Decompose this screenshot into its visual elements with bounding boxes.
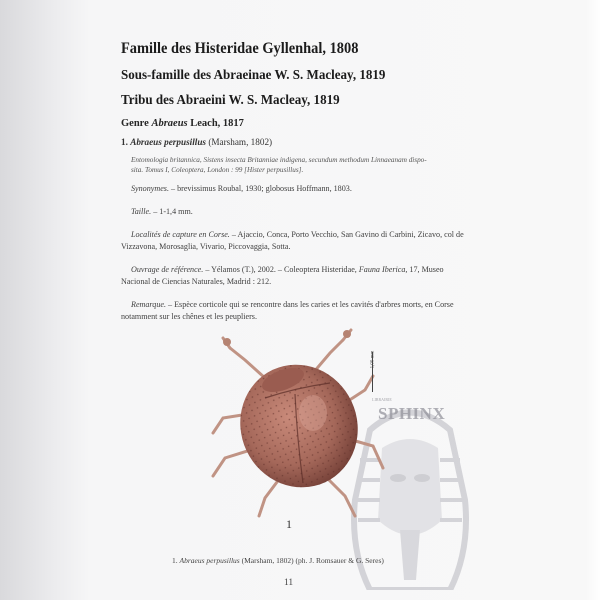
synonyms-text: – brevissimus Roubal, 1930; globosus Hoffmann, 1803. bbox=[168, 184, 352, 193]
reference-line-1: Entomologia britannica, Sistens insecta Britanniae indigena, secundum methodum Linnaeanam dispo- bbox=[131, 156, 427, 164]
caption-prefix: 1. bbox=[172, 556, 180, 565]
species-author: (Marsham, 1802) bbox=[206, 137, 273, 147]
localities-label: Localités de capture en Corse. bbox=[131, 230, 230, 239]
reference-line-2: sita. Tomus I, Coleoptera, London : 99 [Hister perpusillus]. bbox=[131, 166, 304, 174]
remark-text: – Espèce corticole qui se rencontre dans les caries et les cavités d'arbres morts, en Corse notamment sur les chênes et les peupliers. bbox=[121, 300, 454, 321]
genus-heading bbox=[121, 118, 244, 129]
species-number: 1. bbox=[121, 137, 131, 147]
scale-bar-label: 1,00 mm bbox=[370, 350, 376, 369]
page-number: 11 bbox=[284, 578, 294, 588]
reference-work-text-1: – Yélamos (T.), 2002. – Coleoptera Histeridae, bbox=[203, 265, 359, 274]
caption-rest: (Marsham, 1802) (ph. J. Romsauer & G. Seres) bbox=[239, 556, 384, 565]
species-name: Abraeus perpusillus bbox=[130, 137, 207, 147]
reference-work-paragraph bbox=[121, 264, 466, 287]
watermark-brand: SPHINX bbox=[378, 404, 446, 423]
size-text: – 1-1,4 mm. bbox=[151, 207, 193, 216]
size-paragraph bbox=[131, 206, 193, 218]
genus-prefix: Genre bbox=[121, 118, 152, 129]
remark-label: Remarque. bbox=[131, 300, 166, 309]
subfamily-heading: Sous-famille des Abraeinae W. S. Macleay, 1819 bbox=[121, 68, 386, 83]
figure-caption bbox=[172, 556, 384, 565]
size-label: Taille. bbox=[131, 207, 152, 216]
reference-work-text-2: , 17, Museo Nacional de Ciencias Naturales, Madrid : 212. bbox=[121, 265, 444, 286]
watermark-top-text: LIBRAIRIE bbox=[372, 397, 392, 402]
beetle-photo bbox=[195, 318, 405, 518]
localities-text: – Ajaccio, Conca, Porto Vecchio, San Gavino di Carbini, Zicavo, col de Vizzavona, Morosaglia, Vivario, Piccovaggia, Sotta. bbox=[121, 230, 464, 251]
synonyms-paragraph bbox=[131, 183, 352, 195]
reference-work-italic: Fauna Iberica bbox=[358, 265, 406, 274]
original-reference bbox=[131, 155, 427, 175]
tribe-heading: Tribu des Abraeini W. S. Macleay, 1819 bbox=[121, 93, 340, 108]
localities-paragraph bbox=[121, 229, 466, 252]
synonyms-label: Synonymes. bbox=[131, 184, 169, 193]
reference-work-label: Ouvrage de référence. bbox=[131, 265, 204, 274]
genus-suffix: Leach, 1817 bbox=[187, 118, 244, 129]
family-heading: Famille des Histeridae Gyllenhal, 1808 bbox=[121, 40, 359, 57]
caption-species-name: Abraeus perpusillus bbox=[179, 556, 240, 565]
figure-number: 1 bbox=[286, 517, 292, 531]
genus-name: Abraeus bbox=[151, 118, 188, 129]
species-heading bbox=[121, 137, 272, 147]
